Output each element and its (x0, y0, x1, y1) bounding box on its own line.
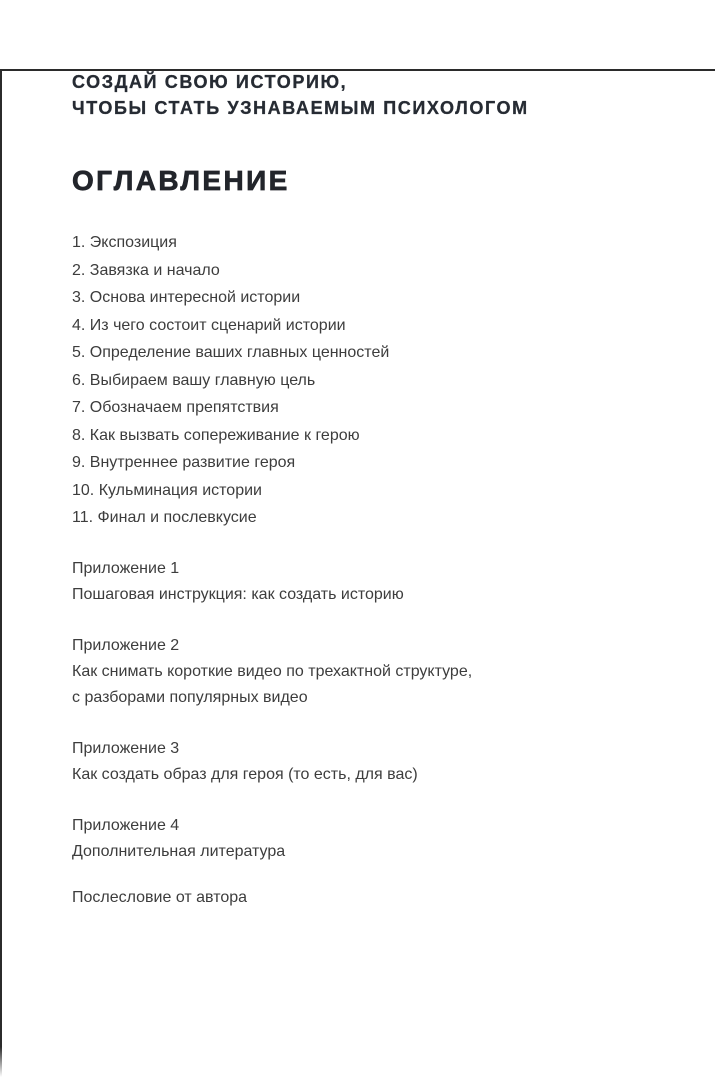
toc-item-1: 1. Экспозиция (72, 234, 177, 251)
appendix-3 (72, 736, 675, 788)
appendix-2-line1: Как снимать короткие видео по трехактной структуре, (72, 662, 473, 680)
book-title-line2: ЧТОБЫ СТАТЬ УЗНАВАЕМЫМ ПСИХОЛОГОМ (72, 98, 529, 118)
afterword: Послесловие от автора (72, 888, 248, 906)
appendix-2-line2: с разборами популярных видео (72, 688, 308, 706)
book-title-line1: СОЗДАЙ СВОЮ ИСТОРИЮ, (72, 72, 348, 92)
appendix-1-line1: Пошаговая инструкция: как создать историю (72, 585, 404, 603)
toc-item-5: 5. Определение ваших главных ценностей (72, 344, 390, 361)
appendix-4 (72, 813, 675, 865)
toc-item-4: 4. Из чего состоит сценарий истории (72, 316, 346, 334)
page-title: ОГЛАВЛЕНИЕ (72, 165, 290, 196)
toc-item-7: 7. Обозначаем препятствия (72, 399, 279, 416)
toc-item-8: 8. Как вызвать сопереживание к герою (72, 426, 360, 444)
appendix-3-line1: Как создать образ для героя (то есть, для вас) (72, 765, 418, 783)
toc-item-6: 6. Выбираем вашу главную цель (72, 371, 316, 389)
toc-item-2: 2. Завязка и начало (72, 261, 220, 279)
book-title (72, 69, 675, 121)
appendix-2-title: Приложение 2 (72, 636, 180, 654)
appendix-3-title: Приложение 3 (72, 739, 180, 757)
toc-item-3: 3. Основа интересной истории (72, 289, 301, 306)
toc-item-10: 10. Кульминация истории (72, 481, 262, 499)
appendix-1 (72, 556, 675, 608)
appendix-2 (72, 633, 675, 711)
toc-item-11: 11. Финал и послевкусие (72, 509, 257, 526)
appendix-4-title: Приложение 4 (72, 816, 180, 834)
toc-list (72, 229, 675, 532)
toc-item-9: 9. Внутреннее развитие героя (72, 454, 296, 471)
appendix-4-line1: Дополнительная литература (72, 842, 286, 860)
page-content (0, 69, 715, 911)
appendix-1-title: Приложение 1 (72, 559, 180, 577)
document-page (0, 69, 715, 1084)
